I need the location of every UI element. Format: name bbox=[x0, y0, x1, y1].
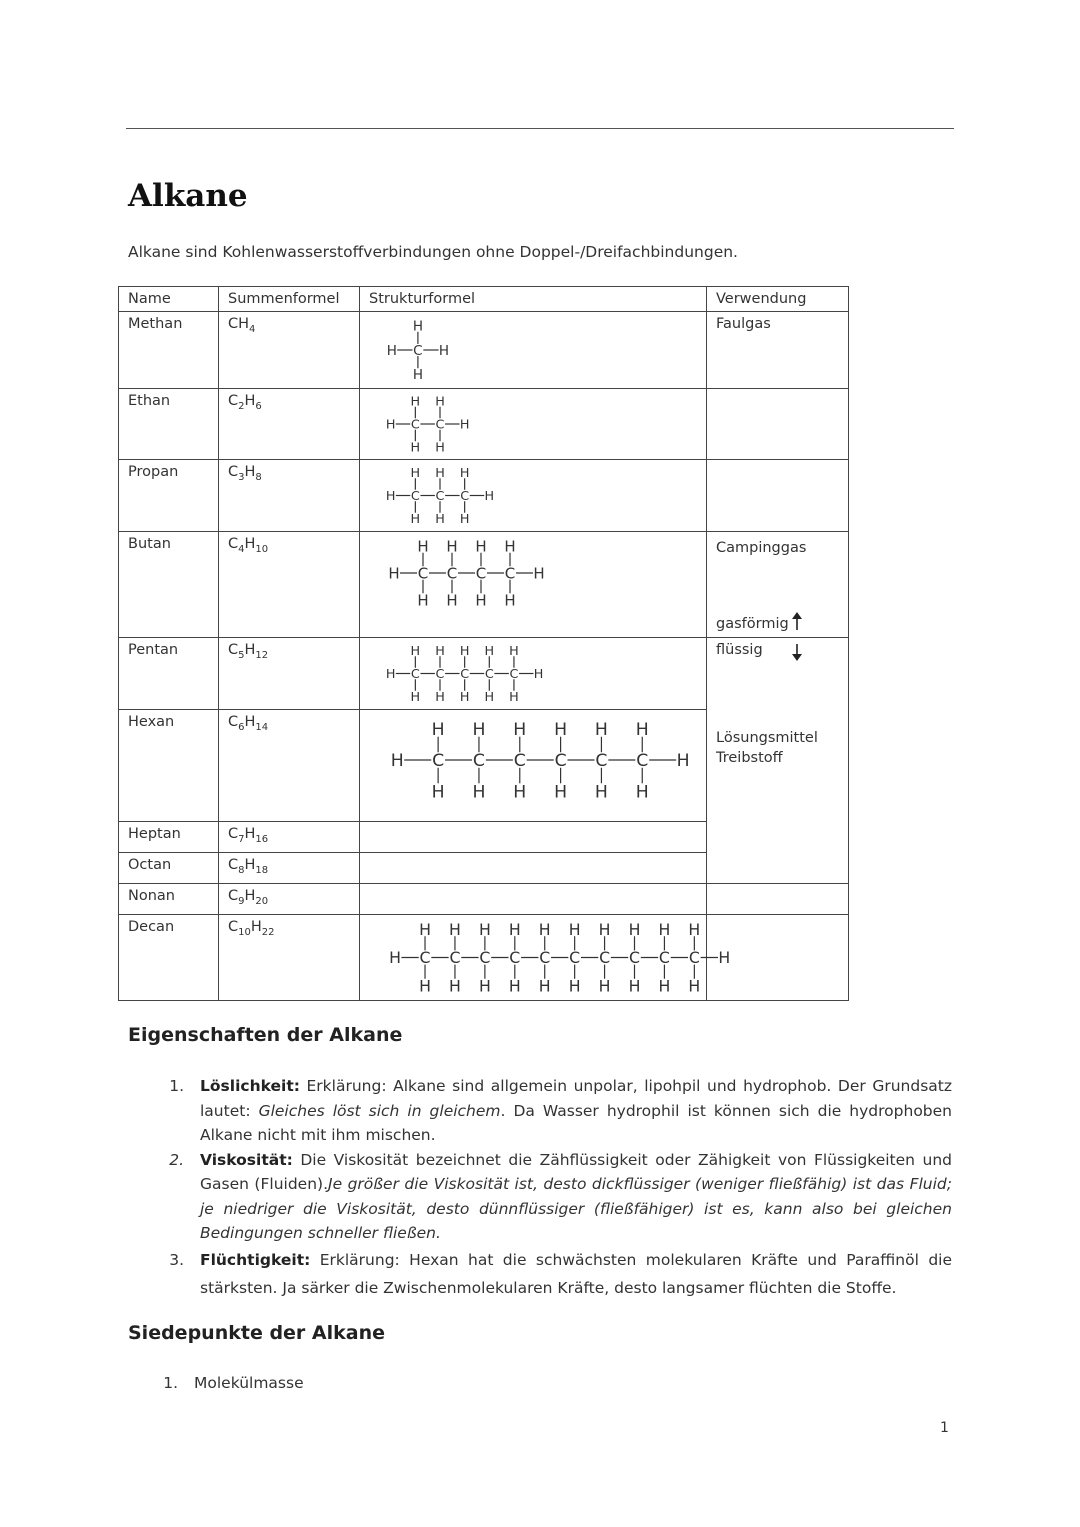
carbon-atom: C bbox=[509, 947, 521, 967]
carbon-atom: C bbox=[460, 667, 470, 683]
hydrogen-atom: H bbox=[435, 394, 445, 410]
hydrogen-atom: H bbox=[410, 466, 421, 482]
row-name: Octan bbox=[119, 852, 219, 883]
list-number: 2. bbox=[169, 1150, 184, 1169]
use-ethan bbox=[707, 389, 849, 460]
carbon-atom: C bbox=[435, 667, 445, 683]
hydrogen-atom: H bbox=[658, 976, 671, 996]
hydrogen-atom: H bbox=[472, 720, 486, 741]
hydrogen-atom: H bbox=[388, 564, 400, 583]
structure-decan bbox=[360, 914, 731, 1000]
alkane-table bbox=[118, 286, 849, 1001]
hydrogen-atom: H bbox=[554, 782, 568, 803]
property-text: Erklärung: Hexan hat die schwächsten molekularen Kräfte und Paraffinöl die stärksten. Ja särker die Zwischenmolekularen Kräfte, desto langsamer flüchten die Stoffe. bbox=[200, 1250, 952, 1297]
row-formula: $C_6H_{14}$ bbox=[219, 710, 360, 822]
hydrogen-atom: H bbox=[484, 644, 495, 660]
hydrogen-atom: H bbox=[386, 342, 397, 359]
hydrogen-atom: H bbox=[410, 644, 421, 660]
hydrogen-atom: H bbox=[598, 976, 611, 996]
row-name: Butan bbox=[119, 532, 219, 638]
carbon-atom: C bbox=[688, 947, 700, 967]
hydrogen-atom: H bbox=[554, 720, 568, 741]
hydrogen-atom: H bbox=[509, 644, 519, 660]
hydrogen-atom: H bbox=[635, 782, 649, 803]
table-row bbox=[119, 852, 849, 883]
row-name: Hexan bbox=[119, 710, 219, 822]
table-row bbox=[119, 638, 849, 710]
state-liquid-label: flüssig bbox=[716, 642, 763, 658]
hydrogen-atom: H bbox=[412, 318, 423, 335]
hydrogen-atom: H bbox=[513, 720, 527, 741]
use-pentan bbox=[707, 638, 849, 710]
row-name: Methan bbox=[119, 312, 219, 389]
hydrogen-atom: H bbox=[389, 947, 402, 967]
hydrogen-atom: H bbox=[568, 919, 581, 939]
hydrogen-atom: H bbox=[446, 591, 458, 610]
carbon-atom: C bbox=[460, 489, 470, 505]
hydrogen-atom: H bbox=[419, 976, 431, 996]
hydrogen-atom: H bbox=[484, 690, 495, 706]
hydrogen-atom: H bbox=[513, 782, 527, 803]
carbon-atom: C bbox=[435, 417, 445, 433]
row-name: Decan bbox=[119, 914, 219, 1000]
hydrogen-atom: H bbox=[446, 537, 458, 556]
row-name: Ethan bbox=[119, 389, 219, 460]
list-item bbox=[162, 1371, 562, 1396]
hydrogen-atom: H bbox=[478, 976, 491, 996]
hydrogen-atom: H bbox=[419, 919, 431, 939]
carbon-atom: C bbox=[449, 947, 461, 967]
structure-diagram bbox=[360, 915, 731, 1000]
row-formula: $C_{10}H_{22}$ bbox=[219, 914, 360, 1000]
boiling-item: Molekülmasse bbox=[194, 1374, 304, 1392]
hydrogen-atom: H bbox=[598, 919, 611, 939]
hydrogen-atom: H bbox=[410, 512, 421, 528]
hydrogen-atom: H bbox=[431, 782, 445, 803]
row-formula: $C_7H_{16}$ bbox=[219, 822, 360, 853]
use-octan bbox=[707, 852, 849, 883]
table-row bbox=[119, 710, 849, 822]
header-structure: Strukturformel bbox=[360, 287, 707, 312]
hydrogen-atom: H bbox=[417, 591, 429, 610]
structure-diagram bbox=[360, 532, 706, 614]
hydrogen-atom: H bbox=[449, 919, 461, 939]
property-text: Die Viskosität bezeichnet die Zähflüssigkeit oder Zähigkeit von Flüssigkeiten und Gasen (Fluiden). bbox=[200, 1150, 952, 1193]
hydrogen-atom: H bbox=[504, 537, 516, 556]
hydrogen-atom: H bbox=[435, 644, 445, 660]
carbon-atom: C bbox=[636, 751, 649, 772]
carbon-atom: C bbox=[417, 564, 429, 583]
state-gas-label: gasförmig bbox=[716, 616, 789, 632]
structure-diagram bbox=[360, 638, 706, 709]
hydrogen-atom: H bbox=[472, 782, 486, 803]
hydrogen-atom: H bbox=[628, 919, 641, 939]
carbon-atom: C bbox=[569, 947, 581, 967]
use-methan: Faulgas bbox=[707, 312, 849, 389]
carbon-atom: C bbox=[413, 342, 423, 359]
hydrogen-atom: H bbox=[449, 976, 461, 996]
structure-diagram bbox=[360, 389, 706, 459]
header-formula: Summenformel bbox=[219, 287, 360, 312]
structure-nonan bbox=[360, 883, 707, 914]
carbon-atom: C bbox=[472, 751, 485, 772]
list-number: 1. bbox=[169, 1077, 184, 1095]
page-number: 1 bbox=[940, 1420, 949, 1436]
carbon-atom: C bbox=[658, 947, 670, 967]
use-hexan bbox=[707, 710, 849, 822]
structure-pentan bbox=[360, 638, 707, 710]
row-formula: $C_8H_{18}$ bbox=[219, 852, 360, 883]
hydrogen-atom: H bbox=[594, 782, 608, 803]
structure-butan bbox=[360, 532, 707, 638]
hydrogen-atom: H bbox=[658, 919, 671, 939]
structure-diagram bbox=[360, 312, 706, 388]
carbon-atom: C bbox=[484, 667, 494, 683]
row-name: Propan bbox=[119, 460, 219, 532]
hydrogen-atom: H bbox=[435, 466, 445, 482]
hydrogen-atom: H bbox=[410, 394, 421, 410]
list-number: 1. bbox=[163, 1374, 178, 1392]
header-use: Verwendung bbox=[707, 287, 849, 312]
arrow-down-icon bbox=[791, 643, 803, 663]
carbon-atom: C bbox=[595, 751, 608, 772]
hydrogen-atom: H bbox=[475, 591, 487, 610]
hydrogen-atom: H bbox=[459, 417, 470, 433]
properties-heading: Eigenschaften der Alkane bbox=[128, 1024, 403, 1046]
properties-list bbox=[162, 1074, 952, 1302]
table-row bbox=[119, 312, 849, 389]
list-item bbox=[162, 1074, 952, 1148]
boiling-list bbox=[162, 1371, 562, 1396]
carbon-atom: C bbox=[475, 564, 487, 583]
property-text-italic: Je größer die Viskosität ist, desto dickflüssiger (weniger fließfähig) ist das Fluid; je niedriger die Viskosität, desto dünnflüssiger (fließfähiger) ist es, kann also bei gleichen Bedingungen schneller fließen. bbox=[200, 1175, 952, 1242]
page-title: Alkane bbox=[128, 178, 248, 214]
carbon-atom: C bbox=[410, 489, 420, 505]
row-name: Heptan bbox=[119, 822, 219, 853]
intro-text: Alkane sind Kohlenwasserstoffverbindungen ohne Doppel-/Dreifachbindungen. bbox=[128, 243, 738, 261]
hydrogen-atom: H bbox=[459, 644, 470, 660]
structure-diagram bbox=[360, 460, 706, 531]
hydrogen-atom: H bbox=[688, 976, 701, 996]
header-name: Name bbox=[119, 287, 219, 312]
hydrogen-atom: H bbox=[435, 512, 445, 528]
use-hexan-2: Treibstoff bbox=[716, 749, 783, 766]
list-item bbox=[162, 1246, 952, 1302]
carbon-atom: C bbox=[629, 947, 640, 967]
hydrogen-atom: H bbox=[688, 919, 701, 939]
hydrogen-atom: H bbox=[385, 667, 396, 683]
hydrogen-atom: H bbox=[390, 751, 404, 772]
table-row bbox=[119, 460, 849, 532]
row-formula: $C_3H_8$ bbox=[219, 460, 360, 532]
row-formula: $C_4H_{10}$ bbox=[219, 532, 360, 638]
boiling-heading: Siedepunkte der Alkane bbox=[128, 1322, 386, 1344]
hydrogen-atom: H bbox=[533, 667, 544, 683]
use-nonan bbox=[707, 883, 849, 914]
hydrogen-atom: H bbox=[718, 947, 731, 967]
hydrogen-atom: H bbox=[538, 976, 551, 996]
table-row bbox=[119, 822, 849, 853]
table-row bbox=[119, 914, 849, 1000]
structure-octan bbox=[360, 852, 707, 883]
hydrogen-atom: H bbox=[628, 976, 641, 996]
carbon-atom: C bbox=[504, 564, 516, 583]
structure-heptan bbox=[360, 822, 707, 853]
list-item bbox=[162, 1148, 952, 1246]
use-butan bbox=[707, 532, 849, 638]
table-header-row bbox=[119, 287, 849, 312]
hydrogen-atom: H bbox=[484, 489, 495, 505]
carbon-atom: C bbox=[554, 751, 567, 772]
carbon-atom: C bbox=[410, 417, 420, 433]
hydrogen-atom: H bbox=[509, 690, 519, 706]
table-row bbox=[119, 883, 849, 914]
hydrogen-atom: H bbox=[385, 417, 396, 433]
property-text-italic: Gleiches löst sich in gleichem bbox=[258, 1101, 501, 1120]
row-formula: $C_9H_{20}$ bbox=[219, 883, 360, 914]
use-propan bbox=[707, 460, 849, 532]
carbon-atom: C bbox=[432, 751, 445, 772]
hydrogen-atom: H bbox=[478, 919, 491, 939]
use-butan-label: Campinggas bbox=[716, 540, 807, 556]
carbon-atom: C bbox=[513, 751, 526, 772]
hydrogen-atom: H bbox=[459, 690, 470, 706]
carbon-atom: C bbox=[419, 947, 431, 967]
row-name: Nonan bbox=[119, 883, 219, 914]
hydrogen-atom: H bbox=[594, 720, 608, 741]
carbon-atom: C bbox=[509, 667, 519, 683]
hydrogen-atom: H bbox=[438, 342, 450, 359]
hydrogen-atom: H bbox=[508, 976, 521, 996]
property-label: Löslichkeit: bbox=[200, 1077, 300, 1095]
hydrogen-atom: H bbox=[385, 489, 396, 505]
structure-diagram bbox=[360, 710, 706, 810]
hydrogen-atom: H bbox=[431, 720, 445, 741]
carbon-atom: C bbox=[410, 667, 420, 683]
table-row bbox=[119, 532, 849, 638]
row-name: Pentan bbox=[119, 638, 219, 710]
hydrogen-atom: H bbox=[435, 690, 445, 706]
hydrogen-atom: H bbox=[459, 466, 470, 482]
row-formula: $C_5H_{12}$ bbox=[219, 638, 360, 710]
structure-ethan bbox=[360, 389, 707, 460]
hydrogen-atom: H bbox=[459, 512, 470, 528]
table-row bbox=[119, 389, 849, 460]
hydrogen-atom: H bbox=[538, 919, 551, 939]
structure-methan bbox=[360, 312, 707, 389]
hydrogen-atom: H bbox=[568, 976, 581, 996]
property-label: Viskosität: bbox=[200, 1150, 293, 1169]
property-text: Erklärung: Alkane sind allgemein unpolar, lipohpil und hydrophob. Der Grundsatz lautet: bbox=[200, 1077, 952, 1120]
carbon-atom: C bbox=[599, 947, 611, 967]
hydrogen-atom: H bbox=[676, 751, 690, 772]
hydrogen-atom: H bbox=[410, 690, 421, 706]
structure-hexan bbox=[360, 710, 707, 822]
hydrogen-atom: H bbox=[635, 720, 649, 741]
carbon-atom: C bbox=[539, 947, 551, 967]
property-label: Flüchtigkeit: bbox=[200, 1250, 311, 1269]
structure-propan bbox=[360, 460, 707, 532]
hydrogen-atom: H bbox=[533, 564, 545, 583]
property-text: . Da Wasser hydrophil ist können sich die hydrophoben Alkane nicht mit ihm mischen. bbox=[200, 1101, 952, 1144]
row-formula: $C_2H_6$ bbox=[219, 389, 360, 460]
hydrogen-atom: H bbox=[412, 367, 423, 384]
hydrogen-atom: H bbox=[417, 537, 429, 556]
hydrogen-atom: H bbox=[475, 537, 487, 556]
arrow-up-icon bbox=[791, 611, 803, 631]
hydrogen-atom: H bbox=[435, 440, 445, 456]
header-rule bbox=[126, 128, 954, 129]
carbon-atom: C bbox=[446, 564, 458, 583]
use-hexan-1: Lösungsmittel bbox=[716, 729, 818, 746]
hydrogen-atom: H bbox=[508, 919, 521, 939]
carbon-atom: C bbox=[435, 489, 445, 505]
use-heptan bbox=[707, 822, 849, 853]
carbon-atom: C bbox=[479, 947, 491, 967]
row-formula: $CH_4$ bbox=[219, 312, 360, 389]
hydrogen-atom: H bbox=[410, 440, 421, 456]
hydrogen-atom: H bbox=[504, 591, 516, 610]
list-number: 3. bbox=[169, 1250, 184, 1269]
